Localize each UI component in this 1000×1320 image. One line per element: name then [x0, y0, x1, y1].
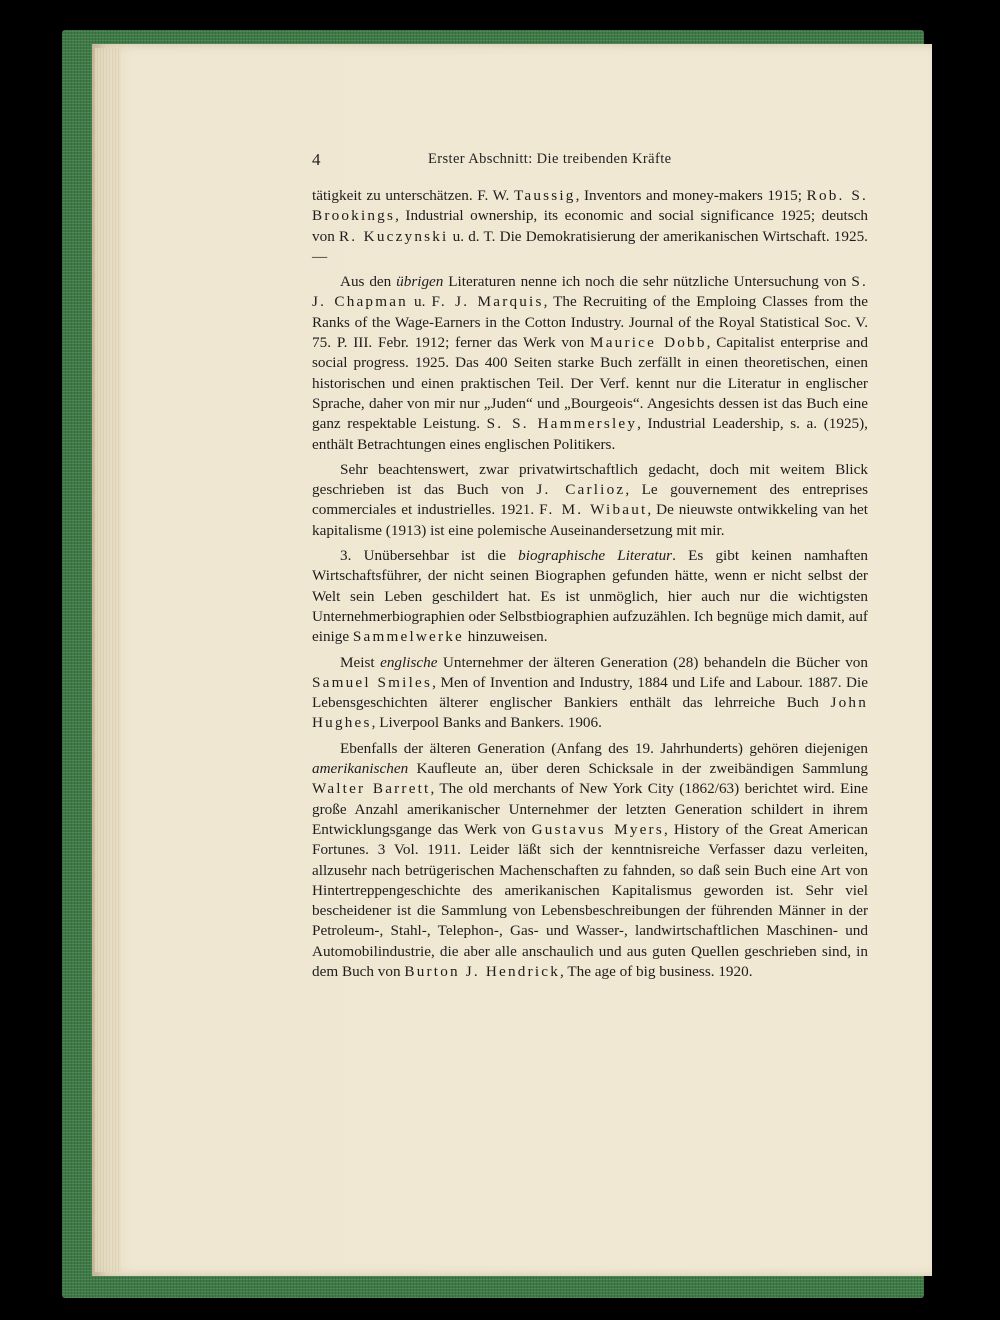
- spaced-name: S. J. Chapman: [312, 273, 868, 311]
- text-run: hinzuweisen.: [463, 628, 548, 646]
- spaced-name: Rob. S. Brookings: [312, 187, 869, 225]
- text-run: Kaufleute an, über deren Schicksale in der zweibändigen Sammlung: [408, 760, 868, 778]
- text-run: , Industrial ownership, its economic and social significance 1925; deutsch von: [312, 207, 868, 245]
- text-run: 3. Unübersehbar ist die: [340, 547, 519, 565]
- paragraph: [312, 272, 868, 455]
- spaced-name: Burton J. Hendrick: [404, 962, 560, 980]
- text-run: , Industrial Leadership, s. a. (1925), enthält Betrachtungen eines englischen Politikers.: [312, 415, 868, 453]
- spaced-name: Sammelwerke: [352, 628, 464, 646]
- paragraph: [312, 186, 868, 267]
- text-run: , The age of big business. 1920.: [560, 962, 753, 980]
- text-run: Sehr beachtenswert, zwar privatwirtschaftlich gedacht, doch mit weitem Blick geschrieben ist das Buch von: [312, 460, 868, 499]
- italic-text: biographische Literatur: [518, 547, 673, 565]
- spaced-name: F. M. Wibaut: [539, 501, 648, 519]
- text-run: Aus den: [340, 273, 397, 291]
- text-run: Literaturen nenne ich noch die sehr nützliche Untersuchung von: [443, 273, 852, 291]
- paragraph: [312, 653, 868, 734]
- text-run: , History of the Great American Fortunes. 3 Vol. 1911. Leider läßt sich der kenntnisreiche Verfasser dazu verleiten, allzusehr nach betrügerischen Machenschaften zu fahnden, so daß sein Buch eine Art von Hintertreppengeschichte des amerikanischen Kapitalismus geworden ist. Sehr viel bescheidener ist die Sammlung von Lebensbeschreibungen der führenden Männer in der Petroleum-, Stahl-, Telephon-, Gas- und Wasser-, landwirtschaftlichen Maschinen- und Automobilindustrie, die aber alle anschaulich und aus guten Quellen geschrieben sind, in dem Buch von: [312, 820, 868, 980]
- text-run: , Liverpool Banks and Bankers. 1906.: [371, 714, 602, 732]
- italic-text: amerikanischen: [312, 760, 409, 778]
- spaced-name: Gustavus Myers: [531, 820, 664, 838]
- running-title: Erster Abschnitt: Die treibenden Kräfte: [428, 151, 672, 167]
- spaced-name: Taussig: [513, 187, 576, 204]
- page-stack-edge: [95, 48, 121, 1272]
- paragraph: [312, 546, 868, 647]
- text-run: , The Recruiting of the Emploing Classes from the Ranks of the Wage-Earners in the Cotton Industry. Journal of the Royal Statistical Soc. V. 75. P. III. Febr. 1912; ferner das Werk von: [312, 293, 869, 352]
- spaced-name: Walter Barrett: [312, 780, 431, 798]
- spaced-name: Samuel Smiles: [312, 673, 433, 691]
- italic-text: englische: [380, 653, 438, 671]
- spaced-name: John Hughes: [312, 694, 868, 732]
- text-run: Meist: [340, 653, 381, 671]
- page-number: 4: [312, 150, 321, 169]
- running-header: [312, 150, 868, 172]
- text-run: . Es gibt keinen namhaften Wirtschaftsführer, der nicht seinen Biographen gefunden hätte, wenn er nicht selbst der Welt sein Leben geschildert hat. Es ist unmöglich, hier auch nur die wichtigsten Unternehmerbiographien oder Selbstbiographien aufzuzählen. Ich begnüge mich damit, auf einige: [312, 547, 868, 646]
- text-run: , Men of Invention and Industry, 1884 und Life and Labour. 1887. Die Lebensgeschichten älterer englischer Bankiers enthält das lehrreiche Buch: [312, 673, 868, 712]
- text-run: , Le gouvernement des entreprises commerciales et industrielles. 1921.: [312, 481, 868, 519]
- text-run: tätigkeit zu unterschätzen. F. W.: [312, 187, 514, 204]
- spaced-name: F. J. Marquis: [431, 293, 544, 311]
- text-run: Unternehmer der älteren Generation (28) behandeln die Bücher von: [437, 653, 868, 671]
- body-text: [312, 186, 868, 987]
- text-run: u. d. T. Die Demokratisierung der amerikanischen Wirtschaft. 1925. —: [312, 227, 868, 265]
- text-run: , Capitalist enterprise and social progress. 1925. Das 400 Seiten starke Buch zerfällt in einen theoretischen, einen historischen und einen praktischen Teil. Der Verf. kennt nur die Literatur in englischer Sprache, daher von mir nur „Juden“ und „Bourgeois“. Angesichts dessen ist das Buch eine ganz respektable Leistung.: [312, 334, 868, 433]
- spaced-name: R. Kuczynski: [338, 227, 449, 245]
- spaced-name: J. Carlioz: [536, 481, 626, 499]
- italic-text: übrigen: [396, 273, 444, 291]
- spaced-name: S. S. Hammersley: [486, 415, 638, 433]
- text-run: , De nieuwste ontwikkeling van het kapitalisme (1913) ist eine polemische Auseinandersetzung mit mir.: [312, 501, 869, 539]
- spaced-name: Maurice Dobb: [590, 334, 707, 352]
- paragraph: [312, 460, 868, 541]
- paragraph: [312, 739, 868, 983]
- text-run: Ebenfalls der älteren Generation (Anfang des 19. Jahrhunderts) gehören diejenigen: [340, 739, 868, 757]
- text-run: , Inventors and money-makers 1915;: [575, 187, 807, 204]
- text-run: u.: [407, 293, 432, 311]
- text-run: , The old merchants of New York City (1862/63) berichtet wird. Eine große Anzahl amerikanischer Unternehmer der letzten Generation schildert in ihrem Entwicklungsgange das Werk von: [312, 780, 868, 838]
